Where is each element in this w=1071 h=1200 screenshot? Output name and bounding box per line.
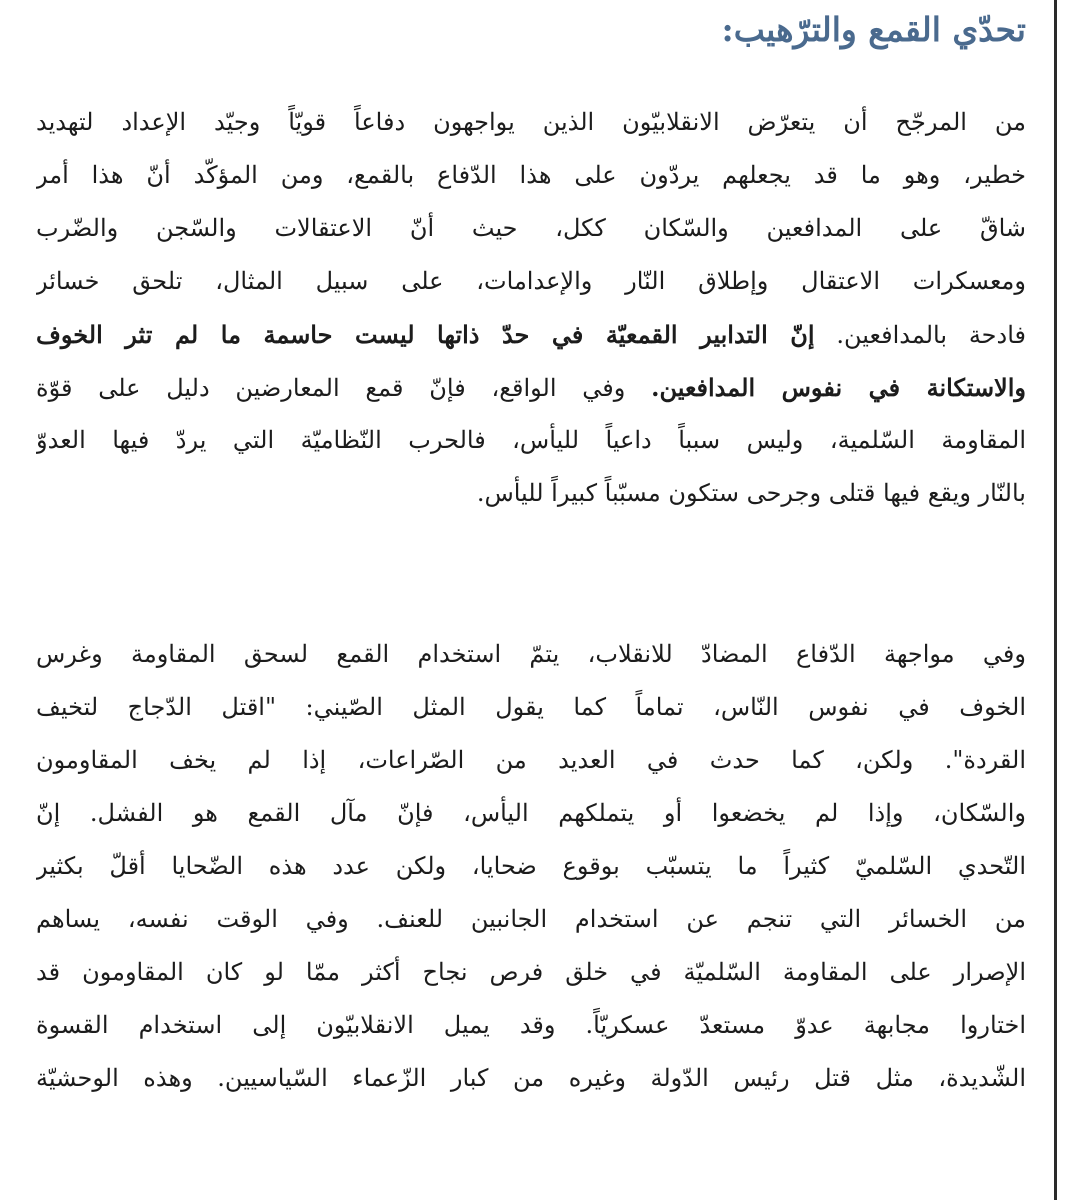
- paragraph-2-line: التّحدي السّلميّ كثيراً ما يتسبّب بوقوع ضحايا، ولكن عدد هذه الضّحايا أقلّ بكثير: [36, 852, 1026, 880]
- plain-text: فادحة بالمدافعين.: [814, 321, 1026, 349]
- plain-text: وفي الواقع، فإنّ قمع المعارضين دليل على قوّة: [36, 374, 652, 402]
- page-edge-rule: [1054, 0, 1057, 1200]
- paragraph-2-line: من الخسائر التي تنجم عن استخدام الجانبين للعنف. وفي الوقت نفسه، يساهم: [36, 905, 1026, 933]
- paragraph-1-line: بالنّار ويقع فيها قتلى وجرحى ستكون مسبّباً كبيراً لليأس.: [476, 479, 1026, 507]
- paragraph-1: [36, 96, 1026, 520]
- paragraph-1-line: من المرجّح أن يتعرّض الانقلابيّون الذين يواجهون دفاعاً قويّاً وجيّد الإعداد لتهديد: [36, 108, 1026, 136]
- paragraph-1-line: شاقّ على المدافعين والسّكان ككل، حيث أنّ الاعتقالات والسّجن والضّرب: [36, 214, 1026, 242]
- paragraph-2-line: الإصرار على المقاومة السّلميّة في خلق فرص نجاح أكثر ممّا لو كان المقاومون قد: [36, 958, 1026, 986]
- paragraph-1-line: خطير، وهو ما قد يجعلهم يردّون على هذا الدّفاع بالقمع، ومن المؤكّد أنّ هذا أمر: [36, 161, 1026, 189]
- paragraph-2-line: القردة". ولكن، كما حدث في العديد من الصّراعات، إذا لم يخف المقاومون: [36, 746, 1026, 774]
- paragraph-2-line: الشّديدة، مثل قتل رئيس الدّولة وغيره من كبار الزّعماء السّياسيين. وهذه الوحشيّة: [36, 1064, 1026, 1092]
- paragraph-2: [36, 628, 1026, 1105]
- paragraph-2-line: وفي مواجهة الدّفاع المضادّ للانقلاب، يتمّ استخدام القمع لسحق المقاومة وغرس: [36, 640, 1026, 668]
- emphasis-text: إنّ التدابير القمعيّة في حدّ ذاتها ليست حاسمة ما لم تثر الخوف: [36, 320, 815, 349]
- paragraph-2-line: اختاروا مجابهة عدوّ مستعدّ عسكريّاً. وقد يميل الانقلابيّون إلى استخدام القسوة: [36, 1011, 1026, 1039]
- paragraph-2-line: والسّكان، وإذا لم يخضعوا أو يتملكهم اليأس، فإنّ مآل القمع هو الفشل. إنّ: [36, 799, 1026, 827]
- book-page: [30, 0, 1030, 1200]
- paragraph-1-line: [36, 361, 1026, 414]
- paragraph-1-line: [36, 308, 1026, 361]
- emphasis-text: والاستكانة في نفوس المدافعين.: [651, 373, 1026, 402]
- paragraph-1-line: المقاومة السّلمية، وليس سبباً داعياً لليأس، فالحرب النّظاميّة التي يردّ فيها العدوّ: [36, 426, 1026, 454]
- paragraph-2-line: الخوف في نفوس النّاس، تماماً كما يقول المثل الصّيني: "اقتل الدّجاج لتخيف: [36, 693, 1026, 721]
- section-heading: تحدّي القمع والترّهيب:: [721, 10, 1026, 49]
- paragraph-1-line: ومعسكرات الاعتقال وإطلاق النّار والإعدامات، على سبيل المثال، تلحق خسائر: [36, 267, 1026, 295]
